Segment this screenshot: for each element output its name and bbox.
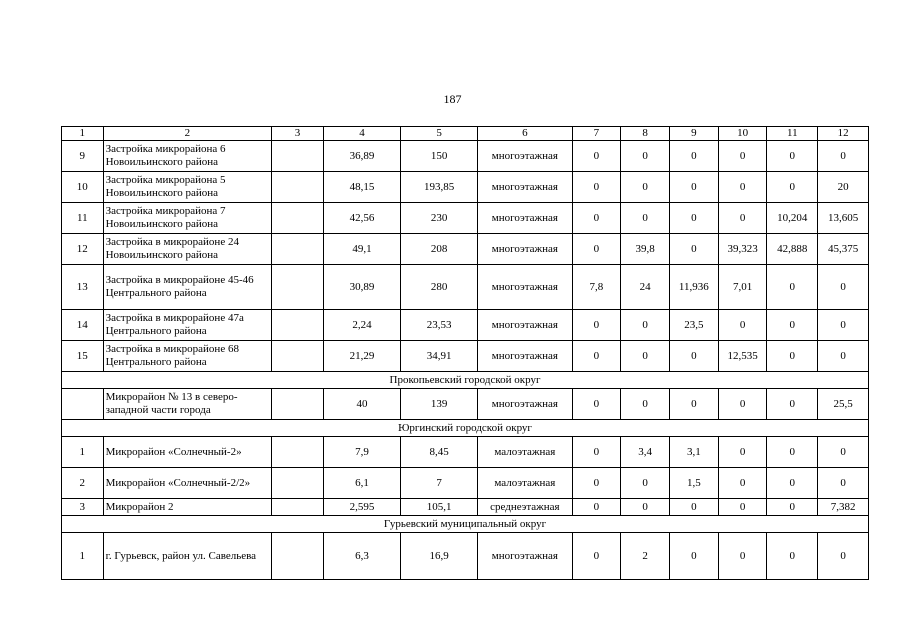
table-cell: 0: [621, 389, 670, 420]
table-cell: 280: [401, 265, 478, 310]
table-cell: 12,535: [718, 341, 767, 372]
table-cell: 0: [572, 437, 621, 468]
table-cell: малоэтажная: [478, 437, 572, 468]
table-cell: 0: [767, 265, 818, 310]
table-cell: 45,375: [818, 234, 869, 265]
section-row: [62, 420, 869, 437]
table-cell: [272, 141, 324, 172]
table-cell: 0: [718, 310, 767, 341]
table-cell: 0: [621, 203, 670, 234]
object-name-cell: Микрорайон 2: [103, 499, 272, 516]
table-cell: 0: [818, 141, 869, 172]
table-cell: 1: [62, 437, 104, 468]
table-cell: 34,91: [401, 341, 478, 372]
header-cell: 8: [621, 127, 670, 141]
table-row: [62, 141, 869, 172]
table-cell: 139: [401, 389, 478, 420]
header-cell: 7: [572, 127, 621, 141]
table-cell: 0: [818, 310, 869, 341]
table-cell: 21,29: [323, 341, 400, 372]
table-row: [62, 468, 869, 499]
table-cell: многоэтажная: [478, 389, 572, 420]
table-cell: [272, 437, 324, 468]
table-cell: 13: [62, 265, 104, 310]
table-cell: 150: [401, 141, 478, 172]
section-row: [62, 516, 869, 533]
header-cell: 2: [103, 127, 272, 141]
table-cell: 0: [818, 341, 869, 372]
table-cell: 208: [401, 234, 478, 265]
table-cell: 3: [62, 499, 104, 516]
section-title: Гурьевский муниципальный округ: [62, 516, 869, 533]
table-cell: 7: [401, 468, 478, 499]
header-cell: 1: [62, 127, 104, 141]
table-cell: 0: [767, 310, 818, 341]
table-cell: [272, 533, 324, 580]
table-cell: 42,56: [323, 203, 400, 234]
table-cell: 0: [767, 341, 818, 372]
table-cell: 0: [818, 468, 869, 499]
table-cell: 0: [718, 499, 767, 516]
table-cell: 15: [62, 341, 104, 372]
table-cell: 0: [669, 341, 718, 372]
object-name-cell: Микрорайон «Солнечный-2»: [103, 437, 272, 468]
table-cell: [272, 341, 324, 372]
table-row: [62, 341, 869, 372]
table-cell: 0: [572, 468, 621, 499]
table-cell: многоэтажная: [478, 265, 572, 310]
table-cell: 0: [818, 265, 869, 310]
table-row: [62, 265, 869, 310]
object-name-cell: Микрорайон № 13 в северо-западной части города: [103, 389, 272, 420]
header-cell: 10: [718, 127, 767, 141]
table-cell: 24: [621, 265, 670, 310]
table-cell: [272, 172, 324, 203]
table-cell: многоэтажная: [478, 141, 572, 172]
table-cell: 11,936: [669, 265, 718, 310]
table-cell: 7,382: [818, 499, 869, 516]
table-cell: 23,5: [669, 310, 718, 341]
table-row: [62, 389, 869, 420]
table-cell: 0: [572, 341, 621, 372]
object-name-cell: Застройка в микрорайоне 47а Центрального района: [103, 310, 272, 341]
table-cell: [272, 499, 324, 516]
table-cell: многоэтажная: [478, 172, 572, 203]
table-cell: 0: [621, 310, 670, 341]
table-cell: 0: [718, 389, 767, 420]
table-cell: 7,01: [718, 265, 767, 310]
table-cell: 40: [323, 389, 400, 420]
table-cell: 2,24: [323, 310, 400, 341]
table-cell: 0: [718, 141, 767, 172]
table-cell: 0: [669, 234, 718, 265]
table-cell: 105,1: [401, 499, 478, 516]
table-cell: 16,9: [401, 533, 478, 580]
header-cell: 6: [478, 127, 572, 141]
section-title: Прокопьевский городской округ: [62, 372, 869, 389]
table-cell: 13,605: [818, 203, 869, 234]
table-row: [62, 437, 869, 468]
table-cell: многоэтажная: [478, 234, 572, 265]
table-cell: 49,1: [323, 234, 400, 265]
table-cell: 2: [62, 468, 104, 499]
table-cell: 1,5: [669, 468, 718, 499]
object-name-cell: г. Гурьевск, район ул. Савельева: [103, 533, 272, 580]
table-cell: 48,15: [323, 172, 400, 203]
table-cell: многоэтажная: [478, 341, 572, 372]
table-cell: 230: [401, 203, 478, 234]
table-cell: 3,1: [669, 437, 718, 468]
object-name-cell: Застройка микрорайона 7 Новоильинского района: [103, 203, 272, 234]
table-cell: 0: [718, 203, 767, 234]
table-cell: 0: [767, 468, 818, 499]
table-cell: [272, 234, 324, 265]
table-cell: 36,89: [323, 141, 400, 172]
header-cell: 9: [669, 127, 718, 141]
table-cell: 0: [669, 499, 718, 516]
table-cell: 0: [572, 389, 621, 420]
object-name-cell: Микрорайон «Солнечный-2/2»: [103, 468, 272, 499]
object-name-cell: Застройка микрорайона 5 Новоильинского района: [103, 172, 272, 203]
table-cell: [272, 203, 324, 234]
table-cell: 12: [62, 234, 104, 265]
table-cell: 39,323: [718, 234, 767, 265]
table-cell: 9: [62, 141, 104, 172]
page-number: 187: [443, 92, 462, 106]
object-name-cell: Застройка микрорайона 6 Новоильинского района: [103, 141, 272, 172]
table-cell: 0: [572, 172, 621, 203]
table-cell: 39,8: [621, 234, 670, 265]
header-cell: 12: [818, 127, 869, 141]
table-cell: 0: [572, 203, 621, 234]
table-cell: 6,1: [323, 468, 400, 499]
table-cell: 0: [767, 141, 818, 172]
table-row: [62, 310, 869, 341]
table-cell: 0: [669, 141, 718, 172]
table-row: [62, 172, 869, 203]
table-row: [62, 533, 869, 580]
table-cell: 42,888: [767, 234, 818, 265]
table-cell: 0: [818, 533, 869, 580]
header-cell: 5: [401, 127, 478, 141]
table-cell: 30,89: [323, 265, 400, 310]
table-cell: 25,5: [818, 389, 869, 420]
table-cell: 0: [572, 499, 621, 516]
table-cell: 20: [818, 172, 869, 203]
table-row: [62, 203, 869, 234]
table-cell: [62, 389, 104, 420]
table-cell: 23,53: [401, 310, 478, 341]
table-cell: среднеэтажная: [478, 499, 572, 516]
table-cell: 0: [818, 437, 869, 468]
table-cell: 8,45: [401, 437, 478, 468]
object-name-cell: Застройка в микрорайоне 24 Новоильинского района: [103, 234, 272, 265]
table-cell: 193,85: [401, 172, 478, 203]
table-cell: 10,204: [767, 203, 818, 234]
table-cell: 2: [621, 533, 670, 580]
header-row: [62, 127, 869, 141]
table-cell: 0: [572, 533, 621, 580]
table-cell: многоэтажная: [478, 203, 572, 234]
table-cell: 0: [669, 203, 718, 234]
table-cell: 0: [767, 499, 818, 516]
table-cell: 7,9: [323, 437, 400, 468]
table-cell: 1: [62, 533, 104, 580]
table-cell: 0: [767, 533, 818, 580]
table-row: [62, 234, 869, 265]
table-cell: [272, 265, 324, 310]
table-cell: 6,3: [323, 533, 400, 580]
table-cell: 2,595: [323, 499, 400, 516]
data-table: [61, 126, 869, 580]
header-cell: 3: [272, 127, 324, 141]
table-cell: 0: [621, 341, 670, 372]
table-cell: малоэтажная: [478, 468, 572, 499]
table-row: [62, 499, 869, 516]
table-cell: 14: [62, 310, 104, 341]
table-cell: 0: [572, 141, 621, 172]
table-cell: 0: [718, 172, 767, 203]
table-cell: 0: [621, 141, 670, 172]
table-cell: 0: [718, 437, 767, 468]
table-cell: 0: [621, 172, 670, 203]
header-cell: 4: [323, 127, 400, 141]
object-name-cell: Застройка в микрорайоне 45-46 Центрального района: [103, 265, 272, 310]
header-cell: 11: [767, 127, 818, 141]
table-cell: 0: [767, 437, 818, 468]
section-row: [62, 372, 869, 389]
section-title: Юргинский городской округ: [62, 420, 869, 437]
table-cell: 0: [669, 172, 718, 203]
table-cell: 0: [572, 310, 621, 341]
table-cell: 3,4: [621, 437, 670, 468]
object-name-cell: Застройка в микрорайоне 68 Центрального района: [103, 341, 272, 372]
table-cell: 0: [621, 499, 670, 516]
table-cell: 0: [669, 533, 718, 580]
table-cell: 7,8: [572, 265, 621, 310]
table-cell: многоэтажная: [478, 310, 572, 341]
table-cell: 11: [62, 203, 104, 234]
table-cell: [272, 310, 324, 341]
table-cell: [272, 468, 324, 499]
table-cell: [272, 389, 324, 420]
table-cell: 0: [718, 533, 767, 580]
table-cell: 0: [669, 389, 718, 420]
table-cell: 0: [572, 234, 621, 265]
table-cell: многоэтажная: [478, 533, 572, 580]
table-cell: 0: [767, 172, 818, 203]
table-cell: 0: [718, 468, 767, 499]
table-cell: 10: [62, 172, 104, 203]
table-cell: 0: [767, 389, 818, 420]
table-cell: 0: [621, 468, 670, 499]
